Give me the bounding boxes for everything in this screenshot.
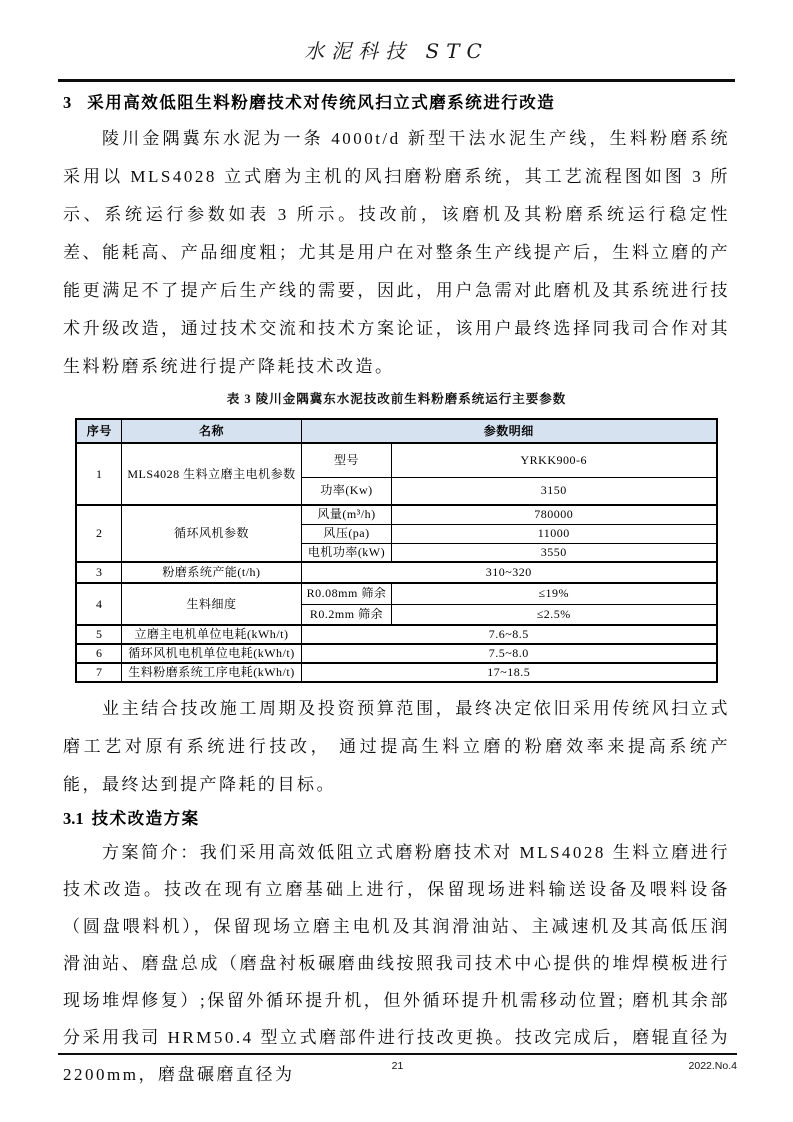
param-value-cell: 7.6~8.5 xyxy=(301,625,716,644)
param-key-cell: 风量(m³/h) xyxy=(301,505,391,524)
row-index-cell: 6 xyxy=(76,644,121,663)
col-header-name: 名称 xyxy=(121,419,301,443)
section-3-heading xyxy=(63,91,730,115)
issue-number: 2022.No.4 xyxy=(688,1060,737,1072)
parameters-table xyxy=(75,418,717,683)
row-index-cell: 3 xyxy=(76,562,121,583)
paragraph-plan-intro: 方案简介：我们采用高效低阻立式磨粉磨技术对 MLS4028 生料立磨进行技术改造。技改在现有立磨基础上进行，保留现场进料输送设备及喂料设备（圆盘喂料机），保留现场立磨主电机及其润滑油站、主减速机及其高低压润滑油站、磨盘总成（磨盘衬板碾磨曲线按照我司技术中心提供的堆焊模板进行现场堆焊修复）;保留外循环提升机，但外循环提升机需移动位置; 磨机其余部分采用我司 HRM50.4 型立式磨部件进行技改更换。技改完成后，磨辊直径为 2200mm，磨盘碾磨直径为 xyxy=(63,843,730,1084)
param-value-cell: 7.5~8.0 xyxy=(301,644,716,663)
header-rule xyxy=(58,79,735,82)
section-3-1-title: 技术改造方案 xyxy=(91,810,200,828)
table-row xyxy=(76,443,716,477)
page-footer xyxy=(58,1053,737,1073)
param-value-cell: 11000 xyxy=(391,524,716,543)
table-row xyxy=(76,583,716,604)
section-3-title: 采用高效低阻生料粉磨技术对传统风扫立式磨系统进行改造 xyxy=(87,94,556,112)
col-header-seq: 序号 xyxy=(76,419,121,443)
param-key-cell: R0.08mm 筛余 xyxy=(301,583,391,604)
section-3-number: 3 xyxy=(63,93,72,112)
row-name-cell: 生料细度 xyxy=(121,583,301,625)
param-value-cell: 3150 xyxy=(391,477,716,505)
section-3-1-number: 3.1 xyxy=(63,809,84,828)
param-value-cell: 3550 xyxy=(391,543,716,562)
param-value-cell: 310~320 xyxy=(301,562,716,583)
journal-title: 水泥科技 STC xyxy=(304,39,489,63)
param-value-cell: YRKK900-6 xyxy=(391,443,716,477)
row-index-cell: 4 xyxy=(76,583,121,625)
table-row xyxy=(76,505,716,524)
param-value-cell: 17~18.5 xyxy=(301,663,716,682)
row-name-cell: 立磨主电机单位电耗(kWh/t) xyxy=(121,625,301,644)
row-name-cell: 循环风机参数 xyxy=(121,505,301,562)
param-value-cell: ≤2.5% xyxy=(391,604,716,625)
row-index-cell: 1 xyxy=(76,443,121,505)
param-key-cell: 风压(pa) xyxy=(301,524,391,543)
row-name-cell: 生料粉磨系统工序电耗(kWh/t) xyxy=(121,663,301,682)
row-name-cell: 循环风机电机单位电耗(kWh/t) xyxy=(121,644,301,663)
table-row xyxy=(76,562,716,583)
param-key-cell: 电机功率(kW) xyxy=(301,543,391,562)
table-row xyxy=(76,644,716,663)
paragraph-intro: 陵川金隅冀东水泥为一条 4000t/d 新型干法水泥生产线，生料粉磨系统采用以 MLS4028 立式磨为主机的风扫磨粉磨系统，其工艺流程图如图 3 所示、系统运行参数如表 3 所示。技改前，该磨机及其粉磨系统运行稳定性差、能耗高、产品细度粗；尤其是用户在对整条生产线提产后，生料立磨的产能更满足不了提产后生产线的需要，因此，用户急需对此磨机及其系统进行技术升级改造，通过技术交流和技术方案论证，该用户最终选择同我司合作对其生料粉磨系统进行提产降耗技术改造。 xyxy=(63,129,730,376)
row-name-cell: MLS4028 生料立磨主电机参数 xyxy=(121,443,301,505)
table-caption: 表 3 陵川金隅冀东水泥技改前生料粉磨系统运行主要参数 xyxy=(226,392,567,406)
paragraph-owner-decision: 业主结合技改施工周期及投资预算范围，最终决定依旧采用传统风扫立式磨工艺对原有系统进行技改， 通过提高生料立磨的粉磨效率来提高系统产能，最终达到提产降耗的目标。 xyxy=(63,699,730,794)
row-name-cell: 粉磨系统产能(t/h) xyxy=(121,562,301,583)
param-key-cell: R0.2mm 筛余 xyxy=(301,604,391,625)
table-row xyxy=(76,663,716,682)
param-value-cell: ≤19% xyxy=(391,583,716,604)
param-key-cell: 型号 xyxy=(301,443,391,477)
table-header-row xyxy=(76,419,716,443)
page-number: 21 xyxy=(391,1060,404,1072)
param-value-cell: 780000 xyxy=(391,505,716,524)
param-key-cell: 功率(Kw) xyxy=(301,477,391,505)
col-header-detail: 参数明细 xyxy=(301,419,716,443)
table-row xyxy=(76,625,716,644)
row-index-cell: 5 xyxy=(76,625,121,644)
row-index-cell: 2 xyxy=(76,505,121,562)
row-index-cell: 7 xyxy=(76,663,121,682)
section-3-1-heading xyxy=(63,807,730,831)
